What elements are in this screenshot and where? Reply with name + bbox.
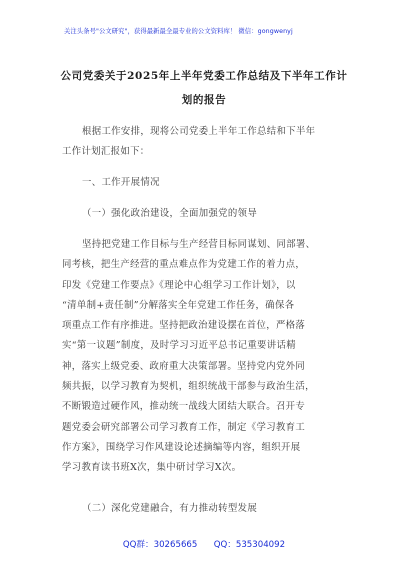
intro-line-1: 根据工作安排，现将公司党委上半年工作总结和下半年 xyxy=(82,126,316,137)
subsection-1-heading: （一）强化政治建设，全面加强党的领导 xyxy=(82,208,258,219)
body-paragraph-line: 神，落实上级党委、政府重大决策部署。坚持党内党外同 xyxy=(62,361,306,372)
body-paragraph-line: 同考核，把生产经营的重点难点作为党建工作的着力点， xyxy=(62,259,306,270)
body-paragraph-line: 实“第一议题”制度，及时学习习近平总书记重要讲话精 xyxy=(62,340,296,351)
section-1-heading: 一、工作开展情况 xyxy=(82,177,160,188)
footer-contact: QQ群：30265665 QQ：535304092 xyxy=(122,540,286,550)
header-banner: 关注头条号"公文研究"，获得最新最全最专业的公文资料库！ 微信：gongwenyj xyxy=(64,28,293,35)
document-title-line-1: 公司党委关于2025年上半年党委工作总结及下半年工作计 xyxy=(60,70,348,82)
body-paragraph-line: 题党委会研究部署公司学习教育工作，制定《学习教育工 xyxy=(62,422,306,433)
document-title-line-2: 划的报告 xyxy=(181,94,227,106)
body-paragraph-line: 频共振，以学习教育为契机，组织统战干部参与政治生活， xyxy=(62,381,315,392)
body-paragraph-line: 不断锻造过硬作风，推动统一战线大团结大联合。召开专 xyxy=(62,401,306,412)
body-paragraph-line: 作方案》，围绕学习作风建设论述摘编等内容，组织开展 xyxy=(62,442,301,453)
body-paragraph-line: 学习教育读书班X次，集中研讨学习X次。 xyxy=(62,462,242,473)
intro-line-2: 工作计划汇报如下： xyxy=(62,146,150,157)
body-paragraph-line: 坚持把党建工作目标与生产经营目标同谋划、同部署、 xyxy=(82,239,316,250)
body-paragraph-line: 印发《党建工作要点》《理论中心组学习工作计划》，以 xyxy=(62,280,296,291)
body-paragraph-line: “清单制+责任制”分解落实全年党建工作任务，确保各 xyxy=(62,300,295,311)
body-paragraph-line: 项重点工作有序推进。坚持把政治建设摆在首位，严格落 xyxy=(62,320,306,331)
subsection-2-heading: （二）深化党建融合，有力推动转型发展 xyxy=(82,503,258,514)
